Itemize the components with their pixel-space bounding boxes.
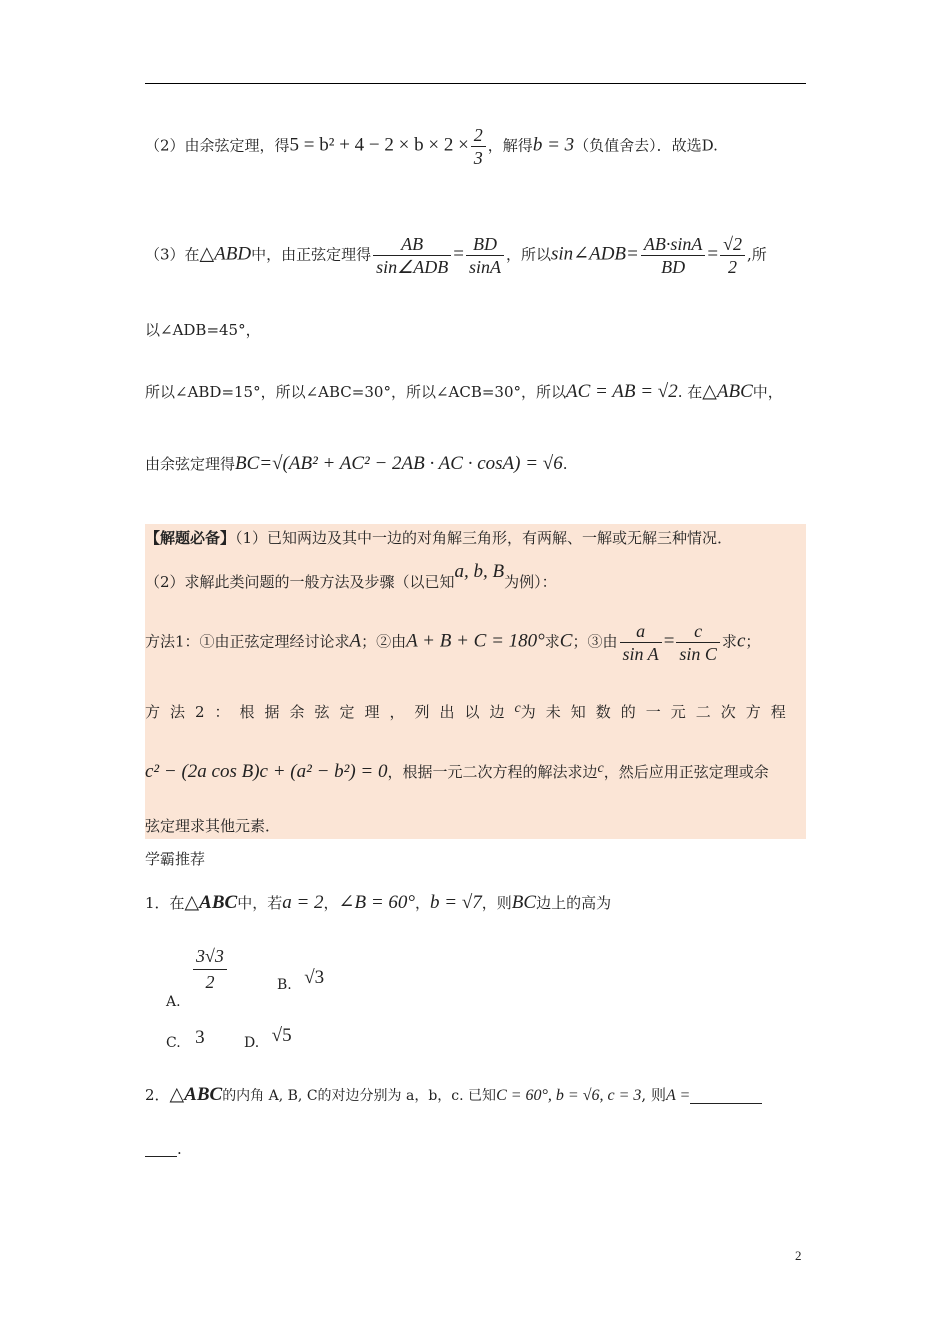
p3-line3-end: 中， — [752, 383, 783, 401]
option-label: C. — [166, 1035, 181, 1051]
tips-heading: 【解题必备】 — [145, 529, 236, 547]
p3-f1-num: AB — [373, 235, 451, 256]
p3-f4-den: 2 — [728, 257, 738, 277]
m1-angle-sum: A + B + C = 180° — [406, 630, 545, 652]
p3-equals-2: = — [707, 243, 719, 265]
p3-f3-den: BD — [661, 257, 686, 277]
option-label: B. — [277, 977, 292, 993]
p2-mid: ，解得 — [487, 136, 533, 155]
q2-blank-continued — [145, 1142, 182, 1157]
solution-part-3-line-3 — [145, 382, 783, 401]
m2-quadratic: c² − (2a cos B)c + (a² − b²) = 0 — [145, 761, 388, 782]
p3-equals-1: = — [453, 243, 464, 265]
m2-cc: c — [597, 761, 604, 776]
m1-f2-den: sin C — [679, 644, 717, 664]
q1-option-c[interactable] — [166, 1027, 205, 1053]
p3-line4-end: . — [562, 455, 568, 473]
p3-fraction-1 — [373, 235, 451, 276]
q1-option-b[interactable] — [277, 967, 325, 995]
p3-line3-equation: AC = AB = √2 — [566, 381, 678, 402]
m1-fraction-1 — [620, 622, 662, 663]
q1-BC: BC — [511, 892, 537, 913]
q2-triangle: △ABC — [169, 1084, 223, 1105]
m1-fraction-2 — [676, 622, 720, 663]
q2-A: A = — [665, 1087, 691, 1104]
p2-frac-den: 3 — [473, 148, 483, 168]
p3-f1-den: sin∠ADB — [376, 257, 449, 277]
solution-part-3-line-1 — [145, 235, 767, 276]
tips-method-2-last: 弦定理求其他元素． — [145, 817, 281, 835]
p3-sin-lhs: sin∠ADB= — [551, 243, 639, 265]
p3-text-2: ，所以 — [505, 245, 551, 264]
tips-l1: （1）已知两边及其中一边的对角解三角形，有两解、一解或无解三种情况． — [235, 529, 733, 547]
q2-answer-blank[interactable] — [690, 1089, 762, 1104]
opt-c-value: 3 — [195, 1027, 205, 1048]
q1-option-d[interactable] — [244, 1025, 292, 1053]
m1-a: 方法1：①由正弦定理经讨论求 — [145, 632, 350, 651]
p2-solution: b = 3 — [532, 134, 575, 156]
m2-b: 为未知数的一元二次方程 — [520, 703, 796, 721]
p3-f2-den: sinA — [468, 257, 501, 277]
q2-conditions: C = 60°, b = √6, c = 3 — [496, 1087, 642, 1104]
p2-fraction — [471, 126, 486, 167]
opt-d-value: √5 — [271, 1025, 292, 1046]
p3-fraction-3 — [641, 235, 706, 276]
tips-method-2 — [145, 701, 796, 721]
page-number: 2 — [795, 1248, 802, 1263]
p3-line4-equation: BC=√(AB² + AC² − 2AB · AC · cosA) = √6 — [235, 453, 563, 474]
p3-f4-num: √2 — [720, 235, 745, 256]
p3-prefix: （3）在 — [145, 245, 200, 264]
header-rule — [145, 83, 806, 84]
tips-known-values: a, b, B — [454, 561, 505, 582]
m1-f2-num: c — [676, 622, 720, 643]
recommend-title: 学霸推荐 — [145, 850, 206, 868]
m1-A: A — [349, 630, 362, 652]
m2-a: 方法2：根据余弦定理，列出以边 — [145, 703, 515, 721]
p3-f3-num: AB·sinA — [641, 235, 706, 256]
solution-part-3-line-2: 以∠ADB=45°， — [145, 321, 261, 339]
p3-text-3: ,所 — [746, 245, 767, 264]
option-a-fraction — [193, 946, 227, 993]
q2-answer-blank-2[interactable] — [145, 1142, 177, 1157]
m1-c: 求 — [544, 632, 560, 651]
p3-text-1: 中，由正弦定理得 — [251, 245, 372, 264]
option-label: A. — [166, 993, 181, 1010]
m2-c: c — [514, 701, 521, 716]
tips-l2b: 为例）： — [504, 573, 557, 591]
q1-angle-B: ∠B = 60° — [338, 892, 415, 913]
opt-a-den: 2 — [205, 972, 215, 992]
m1-equals: = — [663, 630, 675, 652]
solution-part-2 — [145, 126, 718, 167]
q1-sep2: ， — [415, 894, 431, 912]
q1-triangle: △ABC — [184, 892, 238, 913]
p2-suffix: （负值舍去）．故选D. — [574, 136, 718, 155]
question-1 — [145, 893, 611, 912]
m1-C: C — [559, 630, 573, 652]
q2-prefix: 2． — [145, 1086, 170, 1104]
p3-f2-num: BD — [466, 235, 504, 256]
tips-l2a: （2）求解此类问题的一般方法及步骤（以已知 — [145, 573, 455, 591]
tips-method-2-eq — [145, 762, 769, 781]
tips-method-1 — [145, 622, 760, 663]
m1-c2: c — [736, 630, 746, 652]
p3-line4-text: 由余弦定理得 — [145, 455, 236, 473]
q2-t2: , 则 — [641, 1086, 666, 1104]
q1-prefix: 1．在 — [145, 894, 185, 912]
p2-prefix: （2）由余弦定理，得 — [145, 136, 290, 155]
p3-triangle: △ABD — [199, 243, 252, 265]
m1-f1-den: sin A — [622, 644, 659, 664]
q1-b: b = √7 — [430, 892, 482, 913]
q1-a: a = 2 — [282, 892, 324, 913]
tips-line-1 — [145, 531, 732, 546]
q1-sep1: ， — [323, 894, 339, 912]
tips-line-2 — [145, 561, 557, 591]
m1-e: 求 — [721, 632, 737, 651]
q1-t1: 中，若 — [237, 894, 283, 912]
m1-b: ；②由 — [361, 632, 407, 651]
option-label: D. — [244, 1035, 260, 1051]
q2-end: . — [177, 1140, 182, 1158]
q1-t2: ，则 — [481, 894, 512, 912]
q1-option-a[interactable] — [166, 946, 229, 1010]
p2-frac-num: 2 — [471, 126, 486, 147]
q2-t1: 的内角 A, B, C的对边分别为 a，b，c. 已知 — [222, 1088, 497, 1104]
q1-t3: 边上的高为 — [536, 894, 612, 912]
m1-d: ；③由 — [572, 632, 618, 651]
m2-c2: ，根据一元二次方程的解法求边 — [387, 763, 598, 781]
m1-f: ； — [745, 632, 761, 651]
p2-equation: 5 = b² + 4 − 2 × b × 2 × — [289, 134, 469, 156]
p3-fraction-2 — [466, 235, 504, 276]
p3-line3-after: . 在 — [677, 383, 703, 401]
opt-a-num: 3√3 — [193, 946, 227, 970]
p3-line3-triangle: △ABC — [702, 381, 753, 402]
m1-f1-num: a — [620, 622, 662, 643]
question-2 — [145, 1085, 762, 1104]
solution-part-3-line-4 — [145, 454, 568, 473]
opt-b-value: √3 — [304, 967, 325, 988]
p3-line3-text: 所以∠ABD=15°，所以∠ABC=30°，所以∠ACB=30°，所以 — [145, 383, 566, 401]
p3-fraction-4 — [720, 235, 745, 276]
m2-d: ，然后应用正弦定理或余 — [603, 763, 769, 781]
